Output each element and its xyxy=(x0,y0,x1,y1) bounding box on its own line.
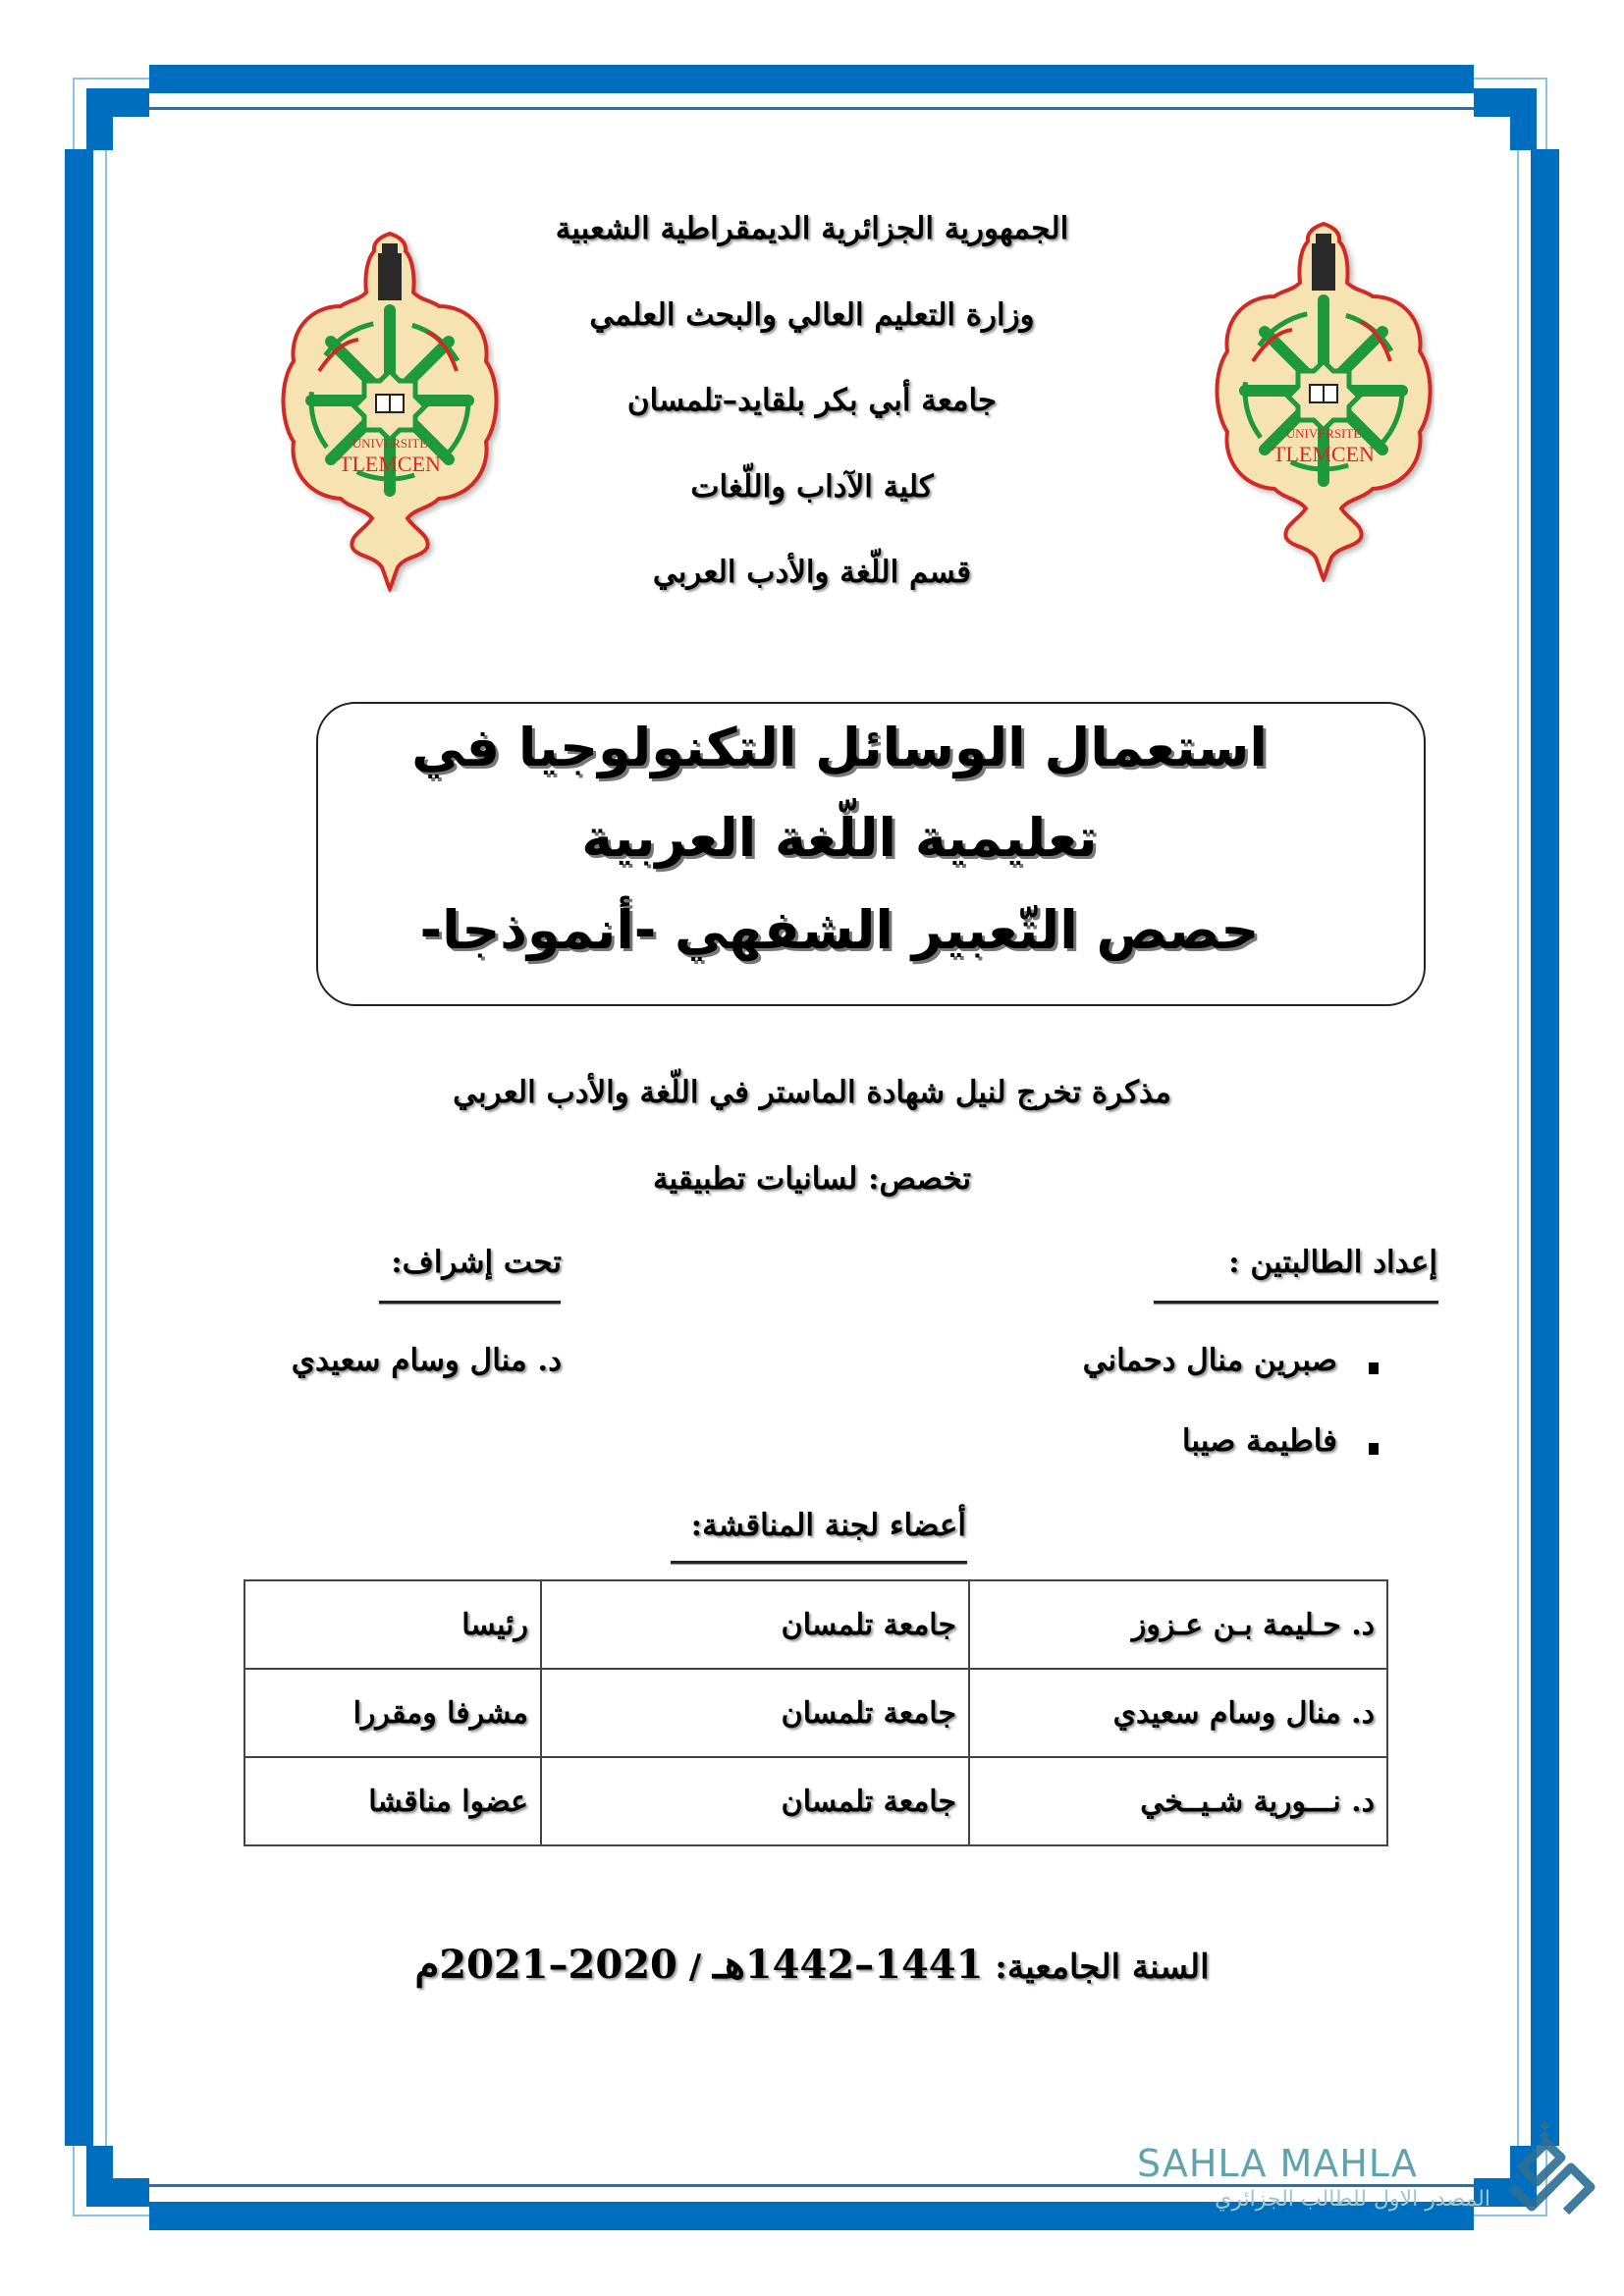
jury-table xyxy=(244,1579,1388,1846)
header-university: جامعة أبي بكر بلقايد–تلمسان xyxy=(626,383,998,418)
title-line-2: تعليمية اللّغة العربية xyxy=(581,807,1098,869)
header-republic: الجمهورية الجزائرية الديمقراطية الشعبية xyxy=(555,211,1069,246)
supervisor-label: تحت إشراف: xyxy=(391,1245,562,1280)
academic-year-hijri: 1441–1442هـ xyxy=(712,1942,984,1988)
frame-right-bar xyxy=(1531,149,1559,2146)
frame-left-bar xyxy=(65,149,93,2146)
jury-label-underline xyxy=(671,1561,967,1564)
jury-institution: جامعة تلمسان xyxy=(541,1757,969,1845)
emblem-text-bottom: TLEMCEN xyxy=(339,452,441,476)
frame-right-line xyxy=(1517,149,1519,2146)
title-line-1: استعمال الوسائل التكنولوجيا في xyxy=(411,717,1268,778)
jury-institution: جامعة تلمسان xyxy=(541,1669,969,1757)
supervisor-name: د. منال وسام سعيدي xyxy=(291,1343,562,1378)
student-name-1: صبرين منال دحماني xyxy=(1082,1343,1337,1378)
header-ministry: وزارة التعليم العالي والبحث العلمي xyxy=(589,297,1035,333)
thesis-degree: مذكرة تخرج لنيل شهادة الماستر في اللّغة والأدب العربي xyxy=(453,1075,1171,1110)
academic-year xyxy=(0,1942,1624,1988)
header-department: قسم اللّغة والأدب العربي xyxy=(652,555,972,590)
jury-name: د. نـــورية شـيــخي xyxy=(969,1757,1387,1845)
academic-year-label: السنة الجامعية: xyxy=(995,1948,1210,1987)
table-row xyxy=(244,1669,1387,1757)
jury-name: د. منال وسام سعيدي xyxy=(969,1669,1387,1757)
emblem-text-bottom: TLEMCEN xyxy=(1272,442,1375,466)
frame-corner-bl-outline xyxy=(73,2146,149,2216)
title-line-3: حصص التّعبير الشفهي -أنموذجا- xyxy=(419,899,1260,961)
supervisor-label-underline xyxy=(379,1301,561,1304)
bullet-icon xyxy=(1369,1362,1379,1374)
frame-corner-tr-outline xyxy=(1474,78,1547,149)
table-row xyxy=(244,1580,1387,1669)
jury-label: أعضاء لجنة المناقشة: xyxy=(690,1508,966,1543)
jury-role: عضوا مناقشا xyxy=(244,1757,541,1845)
watermark-calligraphy-icon xyxy=(1502,2118,1610,2221)
jury-institution: جامعة تلمسان xyxy=(541,1580,969,1669)
emblem-text-top: UNIVERSITE xyxy=(1285,426,1362,441)
academic-year-separator: / xyxy=(688,1948,702,1987)
header-faculty: كلية الآداب واللّغات xyxy=(690,469,934,505)
emblem-text-top: UNIVERSITE xyxy=(352,436,428,451)
jury-role: رئيسا xyxy=(244,1580,541,1669)
watermark-subtitle: المصدر الاول للطالب الجزائري xyxy=(1215,2187,1490,2212)
student-name-2: فاطيمة صيبا xyxy=(1181,1423,1337,1459)
frame-top-line xyxy=(149,107,1474,110)
frame-left-line xyxy=(105,149,107,2146)
bullet-icon xyxy=(1369,1443,1379,1455)
jury-role: مشرفا ومقررا xyxy=(244,1669,541,1757)
students-label: إعداد الطالبتين : xyxy=(1228,1245,1437,1280)
frame-top-bar xyxy=(149,65,1474,93)
watermark-title: SAHLA MAHLA xyxy=(1137,2142,1418,2185)
frame-corner-tl-outline xyxy=(73,78,149,149)
thesis-specialty: تخصص: لسانيات تطبيقية xyxy=(652,1161,972,1197)
academic-year-gregorian: 2020–2021م xyxy=(414,1942,677,1988)
jury-name: د. حـليمة بـن عـزوز xyxy=(969,1580,1387,1669)
students-label-underline xyxy=(1154,1301,1438,1304)
table-row xyxy=(244,1757,1387,1845)
